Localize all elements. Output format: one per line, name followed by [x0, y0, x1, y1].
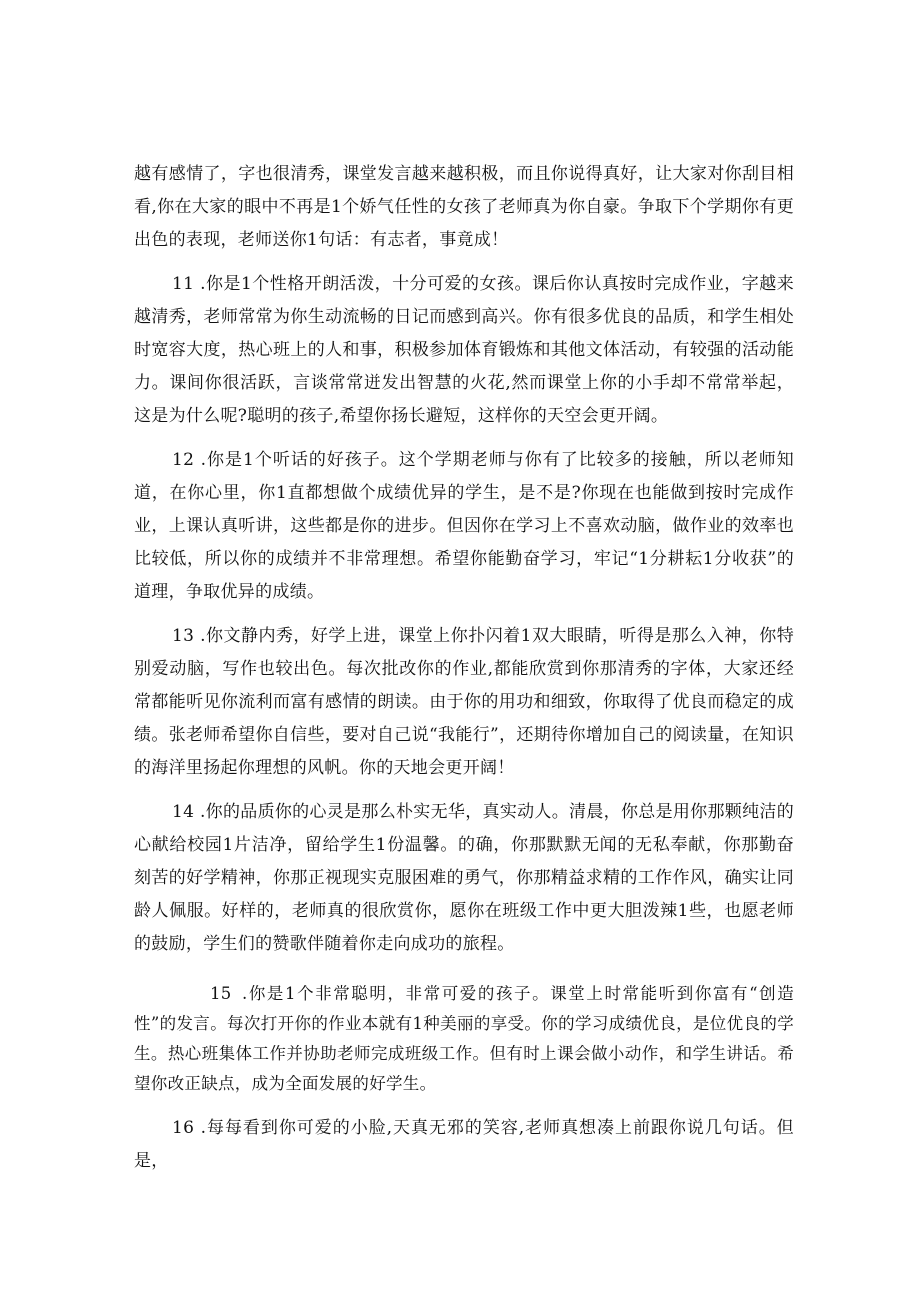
paragraph-text: .每每看到你可爱的小脸,天真无邪的笑容,老师真想凑上前跟你说几句话。但是，	[134, 1118, 794, 1171]
paragraph-continuation	[134, 158, 794, 257]
paragraph-16	[134, 1112, 794, 1178]
paragraph-12	[134, 444, 794, 609]
paragraph-number: 16	[172, 1118, 195, 1138]
paragraph-number: 15	[210, 984, 232, 1003]
paragraph-number: 13	[172, 626, 195, 646]
paragraph-14	[134, 796, 794, 961]
paragraph-text: .你是1个性格开朗活泼，十分可爱的女孩。课后你认真按时完成作业，字越来越清秀，老师常常为你生动流畅的日记而感到高兴。你有很多优良的品质，和学生相处时宽容大度，热心班上的人和事，积极参加体育锻炼和其他文体活动，有较强的活动能力。课间你很活跃，言谈常常迸发出智慧的火花,然而课堂上你的小手却不常常举起，这是为什么呢?聪明的孩子,希望你扬长避短，这样你的天空会更开阔。	[134, 274, 794, 426]
paragraph-number: 14	[172, 802, 195, 822]
paragraph-text: 越有感情了，字也很清秀，课堂发言越来越积极，而且你说得真好，让大家对你刮目相看,你在大家的眼中不再是1个娇气任性的女孩了老师真为你自豪。争取下个学期你有更出色的表现，老师送你1句话：有志者，事竟成！	[134, 164, 794, 250]
paragraph-11	[134, 268, 794, 433]
paragraph-number: 11	[172, 274, 195, 294]
paragraph-text: .你是1个听话的好孩子。这个学期老师与你有了比较多的接触，所以老师知道，在你心里，你1直都想做个成绩优异的学生，是不是?你现在也能做到按时完成作业，上课认真听讲，这些都是你的进步。但因你在学习上不喜欢动脑，做作业的效率也比较低，所以你的成绩并不非常理想。希望你能勤奋学习，牢记“1分耕耘1分收获”的道理，争取优异的成绩。	[134, 450, 794, 602]
paragraph-number: 12	[172, 450, 195, 470]
paragraph-13	[134, 620, 794, 785]
paragraph-15	[134, 979, 794, 1099]
paragraph-text: .你是1个非常聪明，非常可爱的孩子。课堂上时常能听到你富有“创造性”的发言。每次打开你的作业本就有1种美丽的享受。你的学习成绩优良，是位优良的学生。热心班集体工作并协助老师完成班级工作。但有时上课会做小动作，和学生讲话。希望你改正缺点，成为全面发展的好学生。	[134, 984, 794, 1093]
paragraph-text: .你的品质你的心灵是那么朴实无华，真实动人。清晨，你总是用你那颗纯洁的心献给校园1片洁净，留给学生1份温馨。的确，你那默默无闻的无私奉献，你那勤奋刻苦的好学精神，你那正视现实克服困难的勇气，你那精益求精的工作作风，确实让同龄人佩服。好样的，老师真的很欣赏你，愿你在班级工作中更大胆泼辣1些，也愿老师的鼓励，学生们的赞歌伴随着你走向成功的旅程。	[134, 802, 794, 954]
document-body	[134, 158, 794, 1178]
paragraph-text: .你文静内秀，好学上进，课堂上你扑闪着1双大眼睛，听得是那么入神，你特别爱动脑，写作也较出色。每次批改你的作业,都能欣赏到你那清秀的字体，大家还经常都能听见你流利而富有感情的朗读。由于你的用功和细致，你取得了优良而稳定的成绩。张老师希望你自信些，要对自己说“我能行”，还期待你增加自己的阅读量，在知识的海洋里扬起你理想的风帆。你的天地会更开阔！	[134, 626, 794, 778]
